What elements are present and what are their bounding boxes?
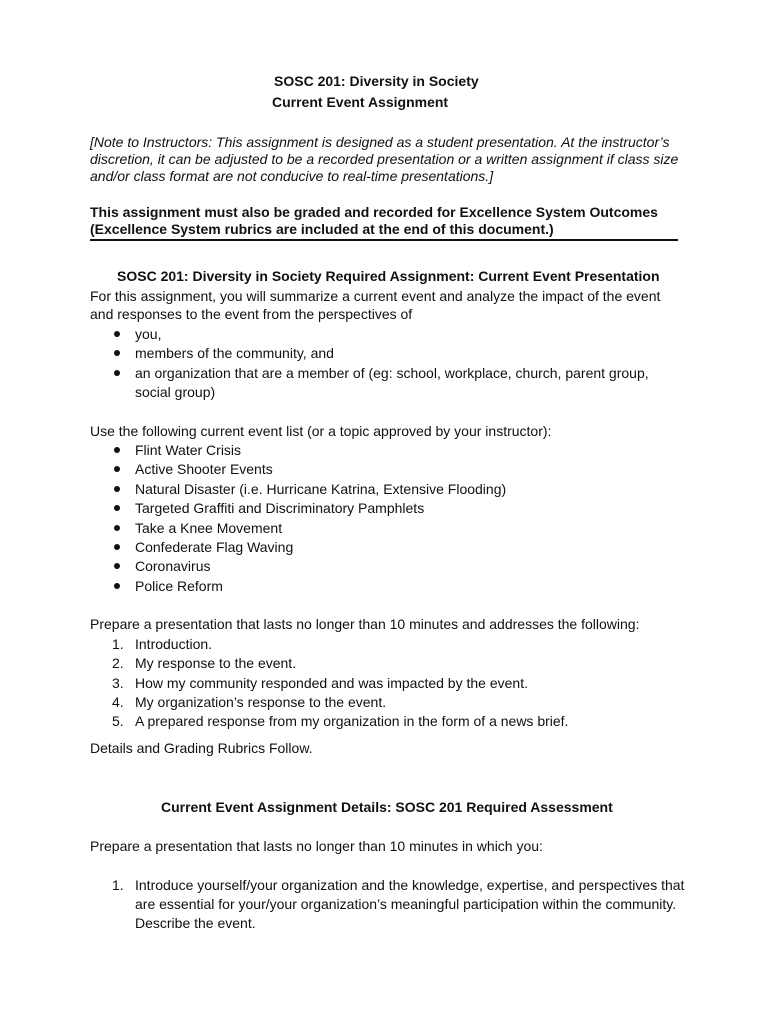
grading-notice-line: (Excellence System rubrics are included at the end of this document.) (90, 221, 554, 237)
event-list-item: Coronavirus (135, 558, 211, 574)
section-divider (90, 239, 678, 241)
bullet-icon (114, 331, 120, 337)
numbered-list-item: My response to the event. (135, 655, 297, 671)
numbered-list-item: Introduce yourself/your organization and the knowledge, expertise, and perspectives that (135, 877, 685, 893)
bullet-icon (114, 350, 120, 356)
numbered-list-item: A prepared response from my organization in the form of a news brief. (135, 713, 569, 729)
instructor-note-line: [Note to Instructors: This assignment is designed as a student presentation. At the instructor’s (90, 134, 670, 150)
paragraph-line: Details and Grading Rubrics Follow. (90, 740, 313, 756)
document-subtitle: Current Event Assignment (272, 94, 449, 110)
section-heading: SOSC 201: Diversity in Society Required Assignment: Current Event Presentation (117, 268, 660, 284)
bullet-icon (114, 486, 120, 492)
list-item-continuation: social group) (135, 384, 216, 400)
grading-notice-line: This assignment must also be graded and recorded for Excellence System Outcomes (90, 204, 658, 220)
list-number: 1. (112, 877, 124, 893)
list-number: 3. (112, 675, 124, 691)
event-list-item: Police Reform (135, 578, 223, 594)
bullet-icon (114, 505, 120, 511)
list-item: you, (135, 326, 162, 342)
bullet-icon (114, 544, 120, 550)
numbered-list-item: How my community responded and was impacted by the event. (135, 675, 528, 691)
list-item: an organization that are a member of (eg: school, workplace, church, parent group, (135, 365, 649, 381)
section-heading: Current Event Assignment Details: SOSC 201 Required Assessment (161, 799, 613, 815)
bullet-icon (114, 466, 120, 472)
bullet-icon (114, 563, 120, 569)
event-list-item: Targeted Graffiti and Discriminatory Pamphlets (135, 500, 425, 516)
event-list-item: Take a Knee Movement (135, 520, 283, 536)
bullet-icon (114, 370, 120, 376)
event-list-item: Confederate Flag Waving (135, 539, 294, 555)
paragraph-line: and responses to the event from the perspectives of (90, 306, 413, 322)
list-item: members of the community, and (135, 345, 334, 361)
instructor-note-line: and/or class format are not conducive to real-time presentations.] (90, 168, 494, 184)
bullet-icon (114, 583, 120, 589)
bullet-icon (114, 447, 120, 453)
paragraph-line: Prepare a presentation that lasts no longer than 10 minutes in which you: (90, 838, 543, 854)
instructor-note-line: discretion, it can be adjusted to be a recorded presentation or a written assignment if class size (90, 151, 679, 167)
numbered-list-item: My organization’s response to the event. (135, 694, 387, 710)
list-number: 2. (112, 655, 124, 671)
event-list-item: Active Shooter Events (135, 461, 273, 477)
numbered-list-item-continuation: Describe the event. (135, 915, 256, 931)
document-title: SOSC 201: Diversity in Society (274, 73, 479, 89)
list-number: 5. (112, 713, 124, 729)
event-list-item: Flint Water Crisis (135, 442, 242, 458)
paragraph-line: Prepare a presentation that lasts no longer than 10 minutes and addresses the following: (90, 616, 640, 632)
list-number: 4. (112, 694, 124, 710)
event-list-item: Natural Disaster (i.e. Hurricane Katrina, Extensive Flooding) (135, 481, 507, 497)
numbered-list-item-continuation: are essential for your/your organization’s meaningful participation within the community. (135, 896, 677, 912)
paragraph-line: Use the following current event list (or a topic approved by your instructor): (90, 423, 552, 439)
list-number: 1. (112, 636, 124, 652)
bullet-icon (114, 525, 120, 531)
numbered-list-item: Introduction. (135, 636, 213, 652)
paragraph-line: For this assignment, you will summarize a current event and analyze the impact of the event (90, 288, 661, 304)
